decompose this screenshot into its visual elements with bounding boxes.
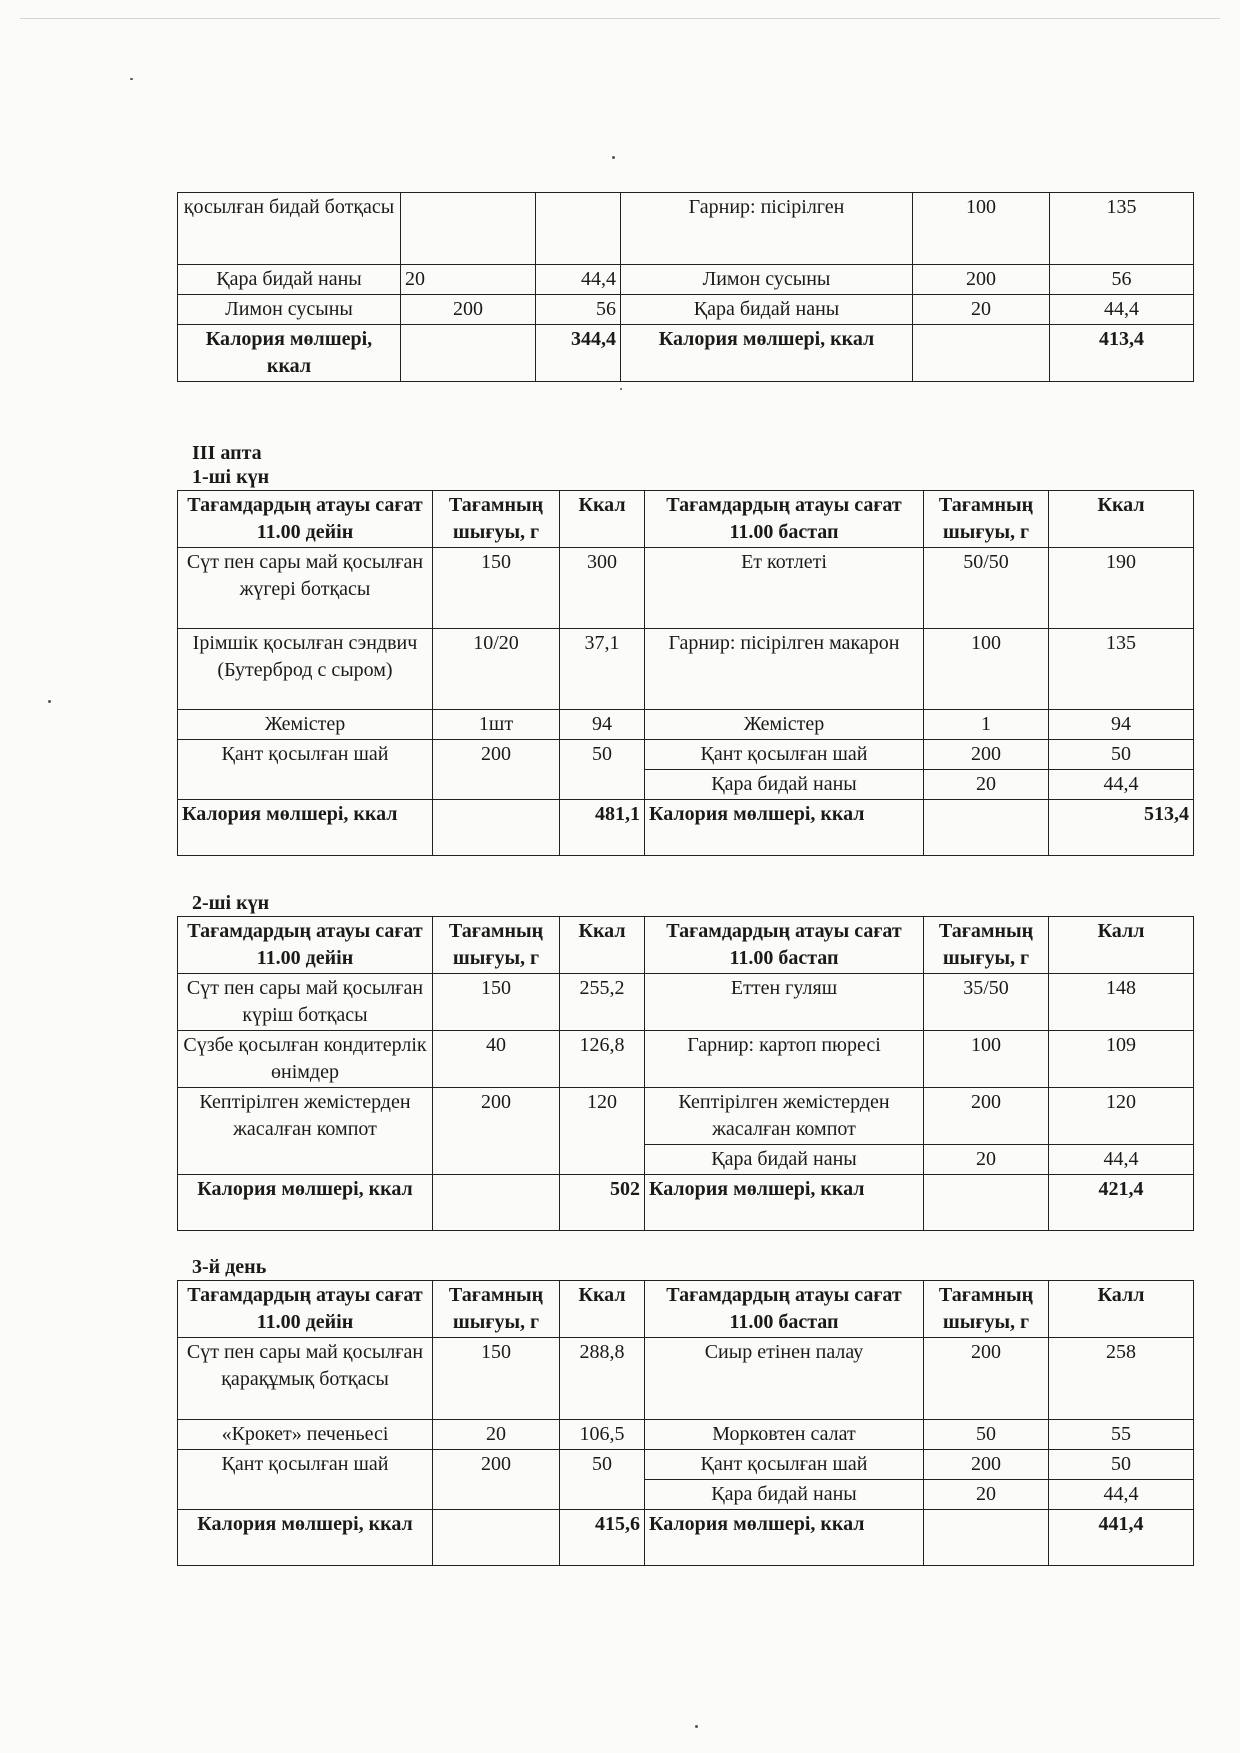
column-header: Тағамның шығуы, г — [924, 1281, 1049, 1338]
table-cell: 200 — [433, 740, 560, 800]
table-cell: 20 — [913, 295, 1050, 325]
total-value: 502 — [560, 1175, 645, 1231]
column-header: Тағамдардың атауы сағат 11.00 дейін — [178, 1281, 433, 1338]
table-row — [178, 1031, 1194, 1088]
day-heading: 2-ші күн — [192, 892, 270, 914]
table-cell: 20 — [401, 265, 536, 295]
table-cell: Ірімшік қосылған сэндвич (Бутерброд с сыром) — [178, 629, 433, 710]
table-row — [178, 193, 1194, 265]
table-cell: Лимон сусыны — [178, 295, 401, 325]
table-cell: Қара бидай наны — [178, 265, 401, 295]
table-cell: 44,4 — [536, 265, 621, 295]
table-cell: Қант қосылған шай — [645, 740, 924, 770]
table-cell: 100 — [924, 629, 1049, 710]
column-header: Ккал — [560, 1281, 645, 1338]
menu-table-day2 — [177, 916, 1194, 1231]
table-cell: 126,8 — [560, 1031, 645, 1088]
column-header: Калл — [1049, 917, 1194, 974]
total-value: 481,1 — [560, 800, 645, 856]
table-cell: 200 — [433, 1450, 560, 1510]
table-cell — [924, 1175, 1049, 1231]
table-cell — [433, 800, 560, 856]
table-row — [178, 295, 1194, 325]
table-cell: Кептірілген жемістерден жасалған компот — [645, 1088, 924, 1145]
table-cell: 109 — [1049, 1031, 1194, 1088]
table-row — [178, 1088, 1194, 1145]
table-cell: Лимон сусыны — [621, 265, 913, 295]
column-header: Тағамның шығуы, г — [924, 917, 1049, 974]
page-top-edge — [20, 18, 1220, 19]
table-row — [178, 974, 1194, 1031]
table-cell — [401, 325, 536, 382]
total-value: 415,6 — [560, 1510, 645, 1566]
table-cell: 20 — [924, 770, 1049, 800]
table-cell: 44,4 — [1049, 1480, 1194, 1510]
table-cell: 190 — [1049, 548, 1194, 629]
column-header: Тағамдардың атауы сағат 11.00 бастап — [645, 1281, 924, 1338]
table-cell: 10/20 — [433, 629, 560, 710]
table-cell: 1шт — [433, 710, 560, 740]
table-header-row — [178, 1281, 1194, 1338]
table-cell: 200 — [924, 1338, 1049, 1420]
column-header: Тағамдардың атауы сағат 11.00 дейін — [178, 491, 433, 548]
column-header: Ккал — [560, 917, 645, 974]
column-header: Калл — [1049, 1281, 1194, 1338]
table-cell: 20 — [924, 1480, 1049, 1510]
table-cell: Қара бидай наны — [645, 770, 924, 800]
table-cell: Ет котлеті — [645, 548, 924, 629]
table-cell: 100 — [913, 193, 1050, 265]
table-cell: 44,4 — [1049, 770, 1194, 800]
table-cell: Сүт пен сары май қосылған күріш ботқасы — [178, 974, 433, 1031]
total-label: Калория мөлшері, ккал — [621, 325, 913, 382]
table-cell: 200 — [924, 1088, 1049, 1145]
table-cell — [924, 1510, 1049, 1566]
total-label: Калория мөлшері, ккал — [645, 800, 924, 856]
table-cell: Қант қосылған шай — [645, 1450, 924, 1480]
total-value: 413,4 — [1050, 325, 1194, 382]
table-cell: 150 — [433, 974, 560, 1031]
table-cell: Сүт пен сары май қосылған жүгері ботқасы — [178, 548, 433, 629]
table-row — [178, 1450, 1194, 1480]
table-cell: 150 — [433, 1338, 560, 1420]
table-cell: 120 — [1049, 1088, 1194, 1145]
table-cell: Қант қосылған шай — [178, 740, 433, 800]
table-cell: 100 — [924, 1031, 1049, 1088]
table-cell: Жемістер — [645, 710, 924, 740]
column-header: Ккал — [560, 491, 645, 548]
table-cell: 50 — [560, 740, 645, 800]
total-label: Калория мөлшері, ккал — [645, 1510, 924, 1566]
menu-table-day1 — [177, 490, 1194, 856]
column-header: Тағамдардың атауы сағат 11.00 дейін — [178, 917, 433, 974]
column-header: Тағамның шығуы, г — [433, 1281, 560, 1338]
table-cell: 44,4 — [1049, 1145, 1194, 1175]
table-cell: 288,8 — [560, 1338, 645, 1420]
table-cell: 56 — [536, 295, 621, 325]
table-cell: 135 — [1050, 193, 1194, 265]
total-label: Калория мөлшері, ккал — [178, 800, 433, 856]
table-row — [178, 1420, 1194, 1450]
table-cell: Қара бидай наны — [621, 295, 913, 325]
table-cell: 1 — [924, 710, 1049, 740]
scan-speck — [130, 78, 133, 80]
table-cell: 94 — [560, 710, 645, 740]
table-row — [178, 1338, 1194, 1420]
table-total-row — [178, 1175, 1194, 1231]
table-cell: Қара бидай наны — [645, 1480, 924, 1510]
table-cell — [433, 1175, 560, 1231]
table-cell: Жемістер — [178, 710, 433, 740]
table-row — [178, 629, 1194, 710]
table-cell: Еттен гуляш — [645, 974, 924, 1031]
table-cell: 55 — [1049, 1420, 1194, 1450]
table-cell: 200 — [913, 265, 1050, 295]
table-cell: 255,2 — [560, 974, 645, 1031]
total-value: 441,4 — [1049, 1510, 1194, 1566]
table-cell: 35/50 — [924, 974, 1049, 1031]
table-cell: Қара бидай наны — [645, 1145, 924, 1175]
total-label: Калория мөлшері, ккал — [178, 1175, 433, 1231]
table-total-row — [178, 1510, 1194, 1566]
scan-speck — [612, 156, 615, 159]
table-row — [178, 710, 1194, 740]
table-cell: 44,4 — [1050, 295, 1194, 325]
menu-table-day3 — [177, 1280, 1194, 1566]
table-cell: қосылған бидай ботқасы — [178, 193, 401, 265]
total-value: 421,4 — [1049, 1175, 1194, 1231]
table-cell: Гарнир: пісірілген макарон — [645, 629, 924, 710]
scan-speck — [695, 1725, 698, 1728]
total-value: 344,4 — [536, 325, 621, 382]
column-header: Тағамның шығуы, г — [924, 491, 1049, 548]
column-header: Тағамның шығуы, г — [433, 917, 560, 974]
day-heading: 1-ші күн — [192, 466, 270, 488]
table-row — [178, 548, 1194, 629]
table-total-row — [178, 325, 1194, 382]
table-cell: 50 — [560, 1450, 645, 1510]
column-header: Тағамның шығуы, г — [433, 491, 560, 548]
table-total-row — [178, 800, 1194, 856]
table-cell: Гарнир: пісірілген — [621, 193, 913, 265]
total-label: Калория мөлшері, ккал — [645, 1175, 924, 1231]
table-cell: 94 — [1049, 710, 1194, 740]
total-value: 513,4 — [1049, 800, 1194, 856]
total-label: Калория мөлшері, ккал — [178, 325, 401, 382]
table-cell: 50 — [1049, 740, 1194, 770]
table-cell: 56 — [1050, 265, 1194, 295]
column-header: Ккал — [1049, 491, 1194, 548]
table-cell: 200 — [924, 1450, 1049, 1480]
table-cell — [924, 800, 1049, 856]
table-cell: 258 — [1049, 1338, 1194, 1420]
menu-table-continued — [177, 192, 1194, 382]
table-cell: 50 — [924, 1420, 1049, 1450]
day-heading: 3-й день — [192, 1256, 267, 1278]
table-cell: Қант қосылған шай — [178, 1450, 433, 1510]
table-cell: 150 — [433, 548, 560, 629]
table-cell: 106,5 — [560, 1420, 645, 1450]
table-cell: «Крокет» печеньесі — [178, 1420, 433, 1450]
table-cell: 50 — [1049, 1450, 1194, 1480]
table-cell — [913, 325, 1050, 382]
table-cell: 120 — [560, 1088, 645, 1175]
table-cell: Сүт пен сары май қосылған қарақұмық ботқасы — [178, 1338, 433, 1420]
table-cell: 200 — [924, 740, 1049, 770]
table-header-row — [178, 917, 1194, 974]
scan-speck — [48, 700, 51, 703]
table-cell: Сүзбе қосылған кондитерлік өнімдер — [178, 1031, 433, 1088]
table-cell: 135 — [1049, 629, 1194, 710]
table-cell: Гарнир: картоп пюресі — [645, 1031, 924, 1088]
table-cell: 20 — [924, 1145, 1049, 1175]
column-header: Тағамдардың атауы сағат 11.00 бастап — [645, 917, 924, 974]
table-cell — [401, 193, 536, 265]
scan-speck — [620, 388, 622, 390]
column-header: Тағамдардың атауы сағат 11.00 бастап — [645, 491, 924, 548]
table-cell: 37,1 — [560, 629, 645, 710]
week-heading: III апта — [192, 442, 262, 464]
table-cell — [433, 1510, 560, 1566]
table-cell: 200 — [401, 295, 536, 325]
table-cell: 300 — [560, 548, 645, 629]
table-cell: 20 — [433, 1420, 560, 1450]
table-cell — [536, 193, 621, 265]
table-cell: 40 — [433, 1031, 560, 1088]
table-header-row — [178, 491, 1194, 548]
table-cell: 200 — [433, 1088, 560, 1175]
total-label: Калория мөлшері, ккал — [178, 1510, 433, 1566]
table-row — [178, 740, 1194, 770]
table-cell: Морковтен салат — [645, 1420, 924, 1450]
table-cell: 148 — [1049, 974, 1194, 1031]
table-row — [178, 265, 1194, 295]
table-cell: Кептірілген жемістерден жасалған компот — [178, 1088, 433, 1175]
table-cell: Сиыр етінен палау — [645, 1338, 924, 1420]
table-cell: 50/50 — [924, 548, 1049, 629]
